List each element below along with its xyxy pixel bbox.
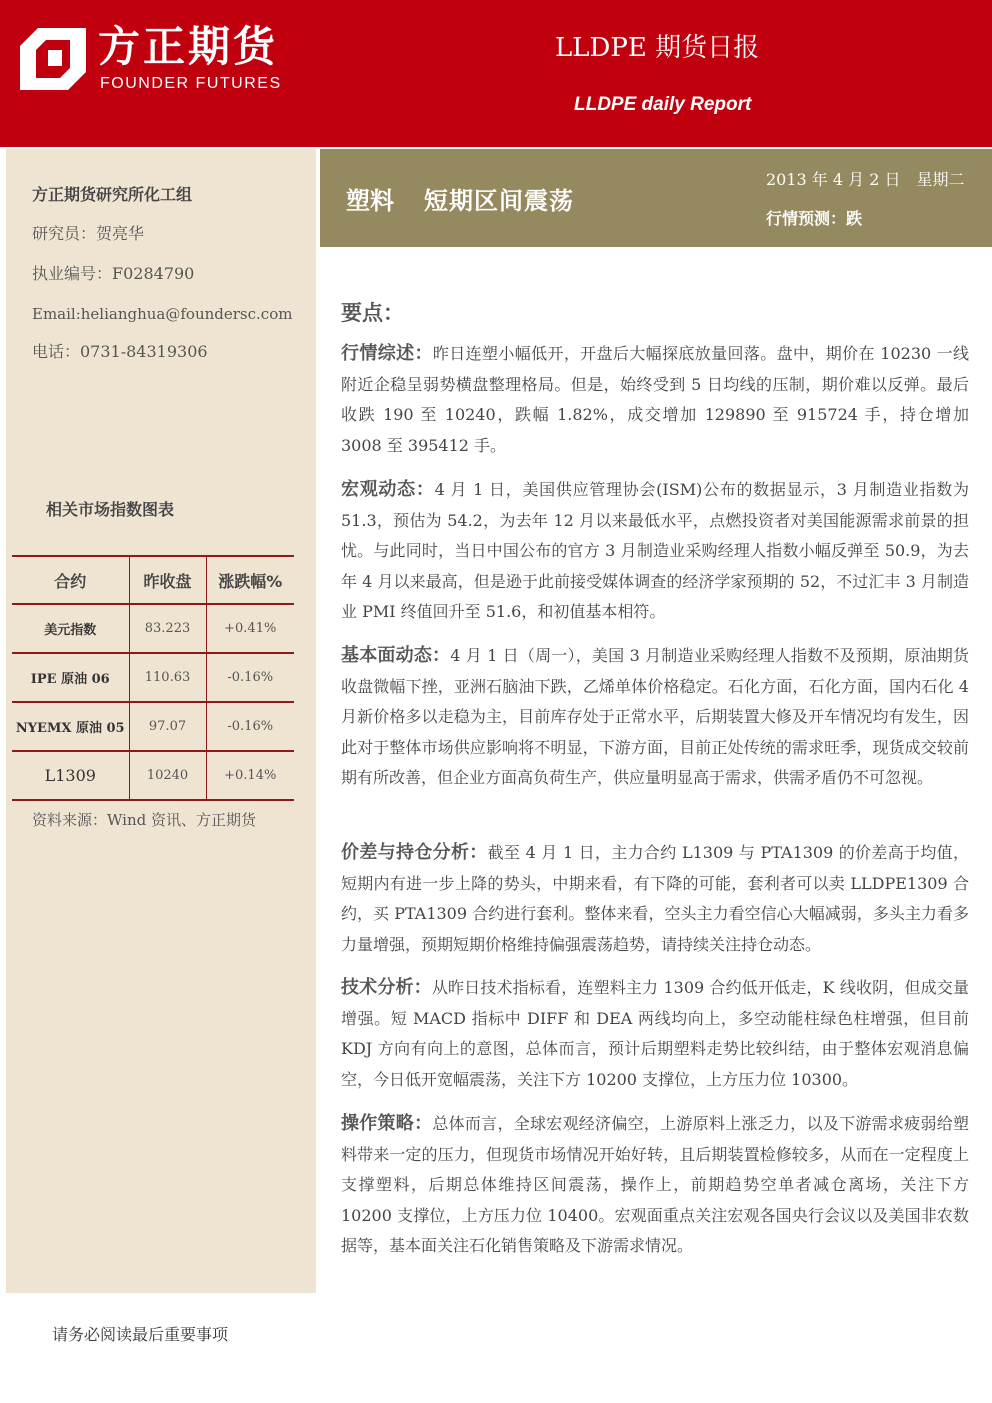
column-header-contract: 合约 (12, 556, 129, 604)
contract-name: NYEMX 原油 05 (12, 702, 129, 751)
section-label: 技术分析： (341, 977, 432, 998)
table-header-row (12, 556, 294, 604)
report-date: 2013 年 4 月 2 日 星期二 (766, 170, 965, 189)
table-row (12, 751, 294, 800)
prev-close-value: 110.63 (129, 653, 206, 702)
headline-text: 短期区间震荡 (424, 187, 574, 215)
sidebar (6, 149, 316, 1293)
data-source-note: 资料来源：Wind 资讯、方正期货 (32, 811, 256, 829)
market-index-table-title: 相关市场指数图表 (46, 500, 175, 519)
section-label: 操作策略： (341, 1113, 433, 1134)
prev-close-value: 97.07 (129, 702, 206, 751)
table-row (12, 702, 294, 751)
researcher-name: 研究员：贺亮华 (32, 224, 145, 243)
headline-bar (320, 149, 992, 247)
contract-name: L1309 (12, 751, 129, 800)
key-points-heading: 要点： (341, 301, 404, 325)
section-macro (341, 475, 969, 628)
column-header-prev-close: 昨收盘 (129, 556, 206, 604)
market-index-table (12, 555, 294, 801)
report-title-english: LLDPE daily Report (574, 94, 752, 115)
section-spread-position (341, 838, 969, 960)
section-text: 截至 4 月 1 日，主力合约 L1309 与 PTA1309 的价差高于均值，短期内有进一步上降的势头，中期来看，有下降的可能，套利者可以卖 LLDPE1309 合约，买 PTA1309 合约进行套利。整体来看，空头主力看空信心大幅减弱，多头主力看多力量增强，预期短期价格维持偏强震荡趋势，请持续关注持仓动态。 (341, 843, 969, 954)
phone-number: 电话：0731-84319306 (32, 342, 208, 361)
org-name: 方正期货研究所化工组 (32, 185, 193, 204)
change-pct-value: +0.14% (206, 751, 294, 800)
section-fundamentals (341, 641, 969, 794)
report-title-chinese: LLDPE 期货日报 (555, 33, 760, 63)
prev-close-value: 10240 (129, 751, 206, 800)
section-technical (341, 973, 969, 1095)
section-label: 基本面动态： (341, 645, 451, 666)
section-text: 昨日连塑小幅低开，开盘后大幅探底放量回落。盘中，期价在 10230 一线附近企稳呈弱势横盘整理格局。但是，始终受到 5 日均线的压制，期价难以反弹。最后收跌 190 至 10240，跌幅 1.82%，成交增加 129890 至 915724 手，持仓增加 3008 至 395412 手。 (341, 344, 970, 455)
section-text: 4 月 1 日（周一），美国 3 月制造业采购经理人指数不及预期，原油期货收盘微幅下挫，亚洲石脑油下跌，乙烯单体价格稳定。石化方面，石化方面，国内石化 4 月新价格多以走稳为主，目前库存处于正常水平，后期装置大修及开车情况均有发生，因此对于整体市场供应影响将不明显，下游方面，目前正处传统的需求旺季，现货成交较前期有所改善，但企业方面高负荷生产，供应量明显高于需求，供需矛盾仍不可忽视。 (341, 646, 969, 787)
section-label: 价差与持仓分析： (341, 842, 488, 863)
section-text: 从昨日技术指标看，连塑料主力 1309 合约低开低走，K 线收阴，但成交量增强。短 MACD 指标中 DIFF 和 DEA 两线均向上，多空动能柱绿色柱增强，但目前 KDJ 方向有向上的意图，总体而言，预计后期塑料走势比较纠结，由于整体宏观消息偏空，今日低开宽幅震荡，关注下方 10200 支撑位，上方压力位 10300。 (341, 978, 969, 1089)
headline-topic: 塑料 (346, 187, 394, 215)
founder-logo-icon (20, 28, 86, 90)
section-market-review (341, 339, 969, 461)
contract-name: 美元指数 (12, 604, 129, 653)
table-row (12, 653, 294, 702)
change-pct-value: +0.41% (206, 604, 294, 653)
section-text: 总体而言，全球宏观经济偏空，上游原料上涨乏力，以及下游需求疲弱给塑料带来一定的压力，但现货市场情况开始好转，且后期装置检修较多，从而在一定程度上支撑塑料，后期总体维持区间震荡，操作上，前期趋势空单者减仓离场，关注下方 10200 支撑位，上方压力位 10400。宏观面重点关注宏观各国央行会议以及美国非农数据等，基本面关注石化销售策略及下游需求情况。 (341, 1114, 969, 1255)
market-forecast: 行情预测：跌 (766, 209, 863, 228)
change-pct-value: -0.16% (206, 653, 294, 702)
column-header-change-pct: 涨跌幅% (206, 556, 294, 604)
footer-disclaimer-note: 请务必阅读最后重要事项 (52, 1325, 229, 1344)
email-address: Email:helianghua@foundersc.com (32, 305, 293, 323)
logo-chinese-name: 方正期货 (98, 22, 279, 71)
license-number: 执业编号：F0284790 (32, 264, 195, 283)
section-label: 宏观动态： (341, 479, 435, 500)
change-pct-value: -0.16% (206, 702, 294, 751)
table-row (12, 604, 294, 653)
prev-close-value: 83.223 (129, 604, 206, 653)
contract-name: IPE 原油 06 (12, 653, 129, 702)
section-text: 4 月 1 日，美国供应管理协会(ISM)公布的数据显示，3 月制造业指数为 51.3，预估为 54.2，为去年 12 月以来最低水平，点燃投资者对美国能源需求前景的担忧。与此同时，当日中国公布的官方 3 月制造业采购经理人指数小幅反弹至 50.9，为去年 4 月以来最高，但是逊于此前接受媒体调查的经济学家预期的 52，不过汇丰 3 月制造业 PMI 终值回升至 51.6，和初值基本相符。 (341, 480, 969, 621)
logo-english-name: FOUNDER FUTURES (100, 75, 282, 92)
report-header (0, 0, 992, 147)
section-label: 行情综述： (341, 343, 433, 364)
section-strategy (341, 1109, 969, 1262)
